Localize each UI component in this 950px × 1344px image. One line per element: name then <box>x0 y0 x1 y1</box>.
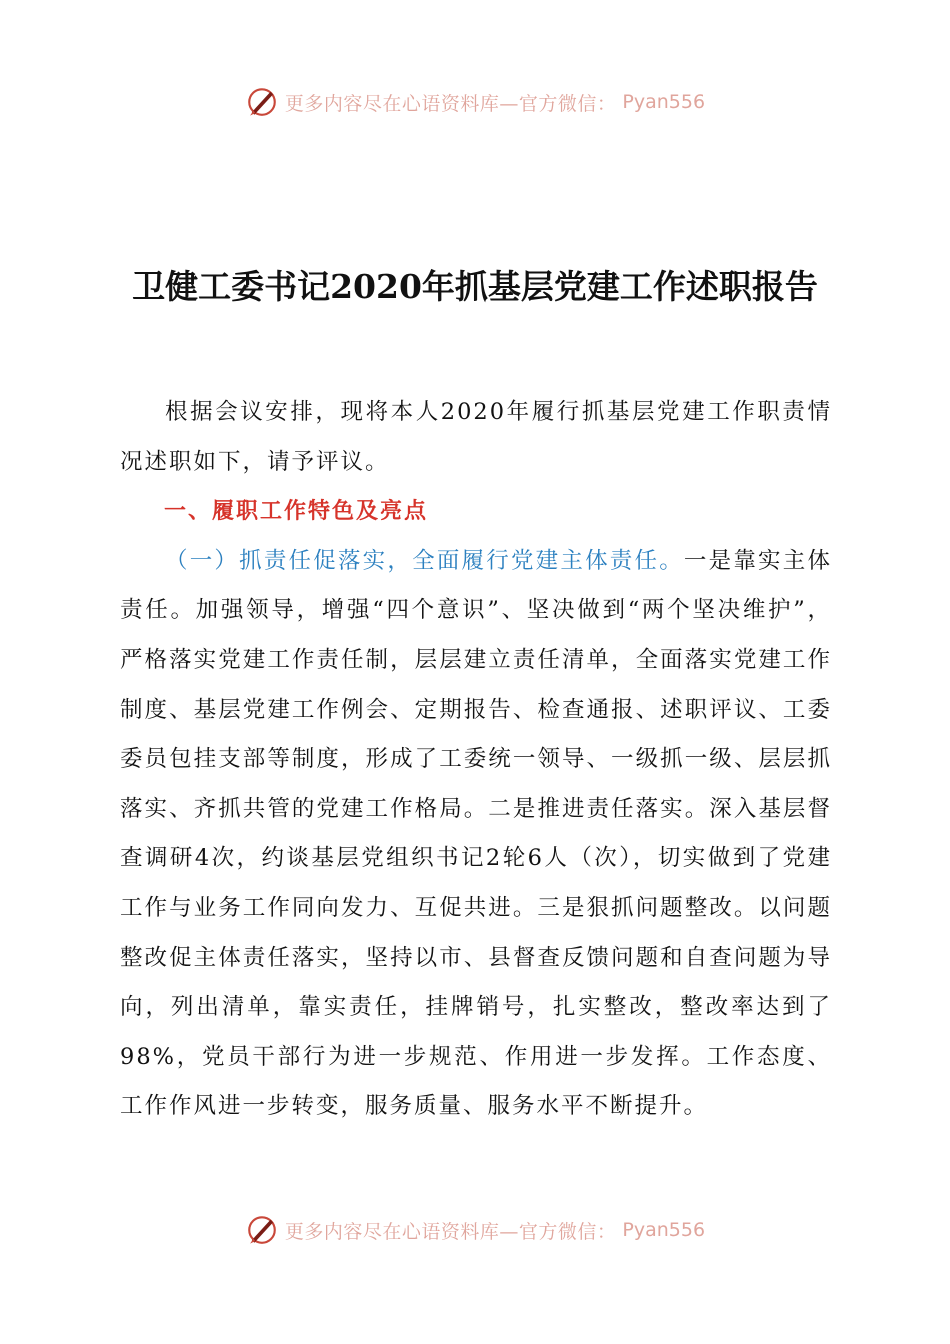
quill-logo-icon <box>245 85 279 119</box>
subsection-body: 一是靠实主体责任。加强领导，增强“四个意识”、坚决做到“两个坚决维护”，严格落实党建工作责任制，层层建立责任清单，全面落实党建工作制度、基层党建工作例会、定期报告、检查通报、述职评议、工委委员包挂支部等制度，形成了工委统一领导、一级抓一级、层层抓落实、齐抓共管的党建工作格局。二是推进责任落实。深入基层督查调研4次，约谈基层党组织书记2轮6人（次），切实做到了党建工作与业务工作同向发力、互促共进。三是狠抓问题整改。以问题整改促主体责任落实，坚持以市、县督查反馈问题和自查问题为导向，列出清单，靠实责任，挂牌销号，扎实整改，整改率达到了98%，党员干部行为进一步规范、作用进一步发挥。工作态度、工作作风进一步转变，服务质量、服务水平不断提升。 <box>120 547 832 1120</box>
intro-paragraph: 根据会议安排，现将本人2020年履行抓基层党建工作职责情况述职如下，请予评议。 <box>120 399 832 475</box>
watermark-text: 更多内容尽在心语资料库—官方微信： <box>284 1220 617 1243</box>
watermark-text: 更多内容尽在心语资料库—官方微信： <box>284 92 617 115</box>
document-title: 卫健工委书记2020年抓基层党建工作述职报告 <box>132 267 818 306</box>
quill-logo-icon <box>245 1213 279 1247</box>
watermark-wechat-id: Pyan556 <box>622 1219 706 1241</box>
header-watermark <box>0 82 950 122</box>
subsection-paragraph <box>120 537 832 1132</box>
watermark-wechat-id: Pyan556 <box>622 91 706 113</box>
subsection-heading: （一）抓责任促落实，全面履行党建主体责任。 <box>165 547 684 574</box>
footer-watermark <box>0 1210 950 1250</box>
document-body <box>120 388 832 1132</box>
section-heading: 一、履职工作特色及亮点 <box>164 499 429 525</box>
